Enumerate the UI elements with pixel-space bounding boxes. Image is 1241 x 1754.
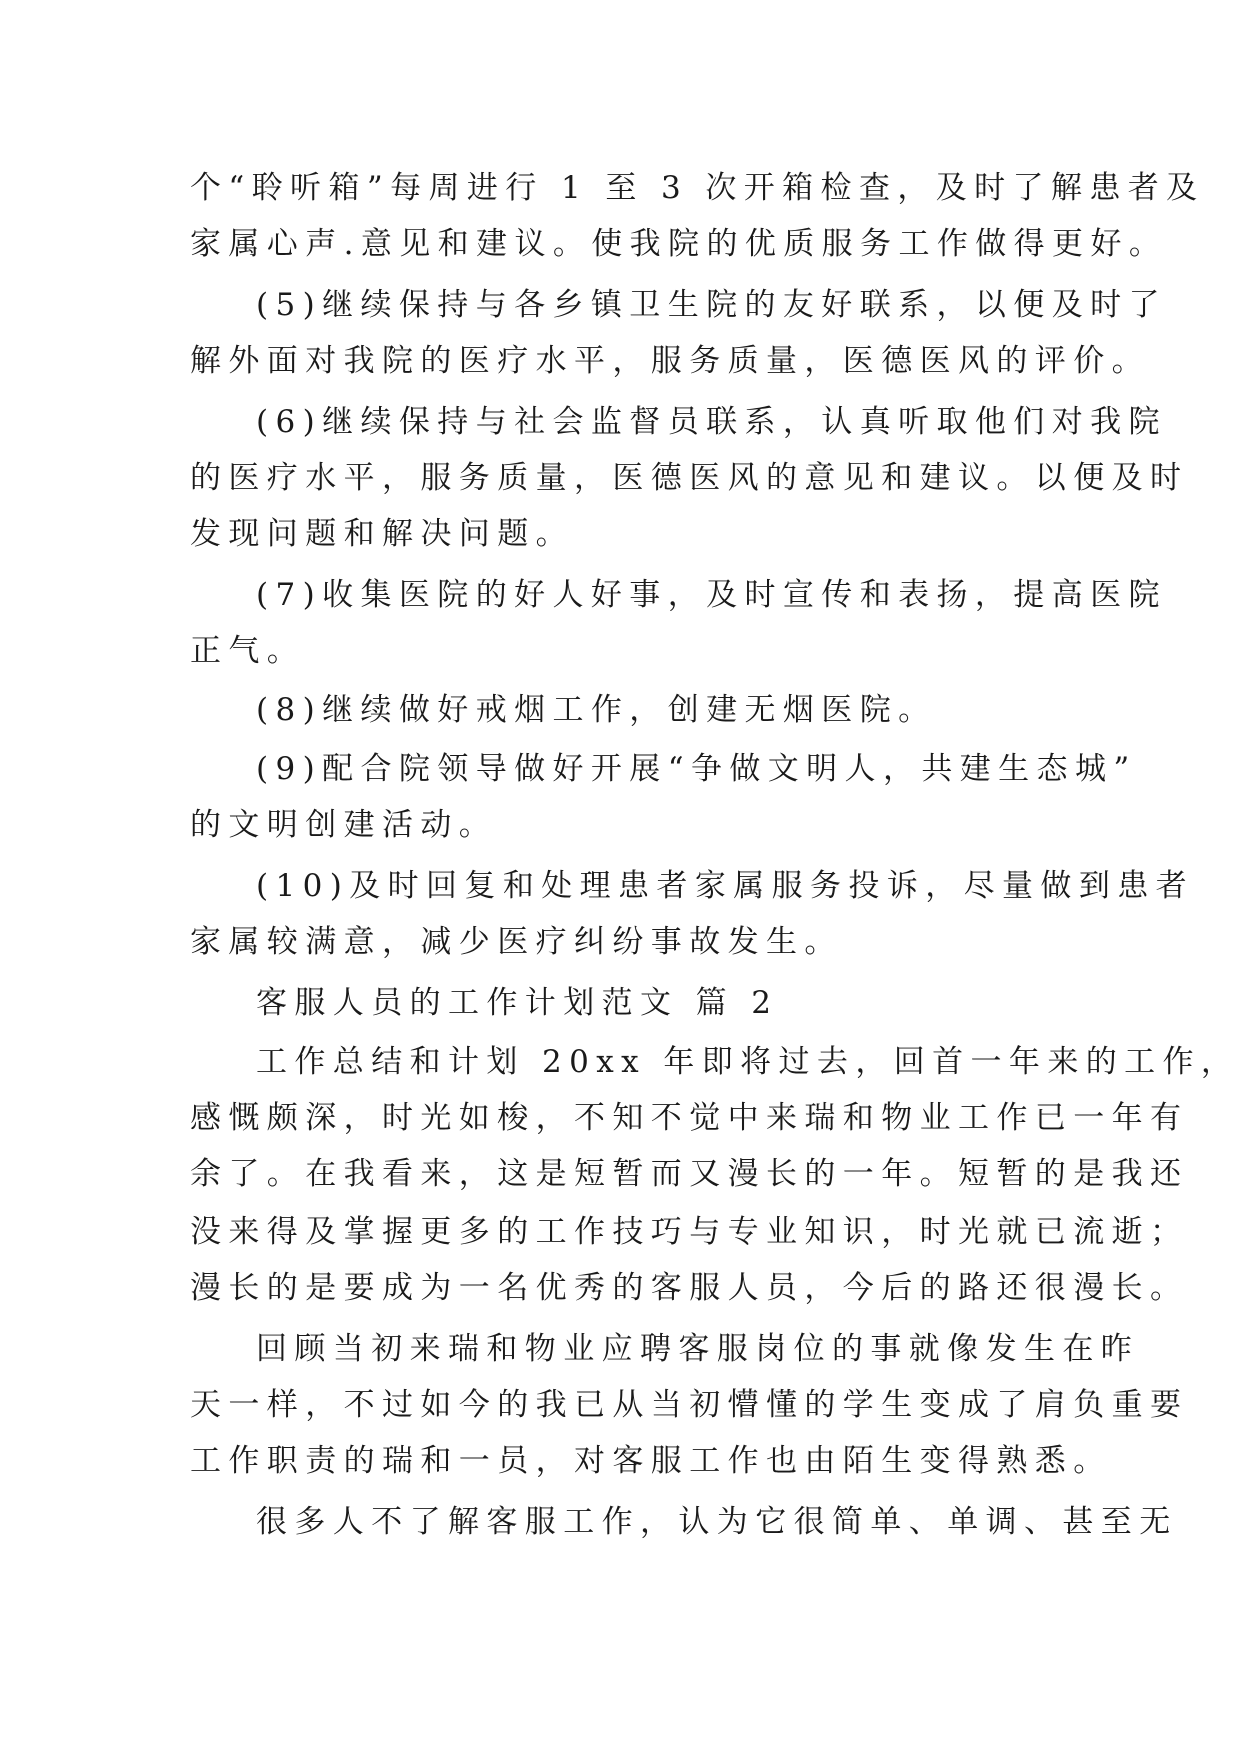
text-line-22: 天一样，不过如今的我已从当初懵懂的学生变成了肩负重要 (190, 1387, 1189, 1423)
text-line-10: (8)继续做好戒烟工作，创建无烟医院。 (256, 692, 937, 728)
text-line-12: 的文明创建活动。 (190, 807, 498, 843)
text-line-8: (7)收集医院的好人好事，及时宣传和表扬，提高医院 (256, 577, 1167, 613)
text-line-9: 正气。 (190, 633, 306, 669)
text-line-5: (6)继续保持与社会监督员联系，认真听取他们对我院 (256, 404, 1167, 440)
text-line-14: 家属较满意，减少医疗纠纷事故发生。 (190, 924, 843, 960)
text-line-18: 余了。在我看来，这是短暂而又漫长的一年。短暂的是我还 (190, 1156, 1189, 1192)
text-line-6: 的医疗水平，服务质量，医德医风的意见和建议。以便及时 (190, 460, 1189, 496)
text-line-17: 感慨颇深，时光如梭，不知不觉中来瑞和物业工作已一年有 (190, 1100, 1189, 1136)
text-line-1: 个“聆听箱”每周进行 1 至 3 次开箱检查，及时了解患者及 (190, 170, 1205, 206)
text-line-11: (9)配合院领导做好开展“争做文明人，共建生态城” (256, 751, 1137, 787)
text-line-24: 很多人不了解客服工作，认为它很简单、单调、甚至无 (256, 1504, 1178, 1540)
text-line-19: 没来得及掌握更多的工作技巧与专业知识，时光就已流逝； (190, 1214, 1189, 1250)
text-line-21: 回顾当初来瑞和物业应聘客服岗位的事就像发生在昨 (256, 1331, 1140, 1367)
text-line-3: (5)继续保持与各乡镇卫生院的友好联系，以便及时了 (256, 287, 1167, 323)
section-heading: 客服人员的工作计划范文 篇 2 (256, 985, 779, 1021)
text-line-23: 工作职责的瑞和一员，对客服工作也由陌生变得熟悉。 (190, 1443, 1112, 1479)
text-line-16: 工作总结和计划 20xx 年即将过去，回首一年来的工作， (256, 1044, 1240, 1080)
text-line-4: 解外面对我院的医疗水平，服务质量，医德医风的评价。 (190, 343, 1150, 379)
text-line-2: 家属心声.意见和建议。使我院的优质服务工作做得更好。 (190, 226, 1168, 262)
text-line-7: 发现问题和解决问题。 (190, 516, 574, 552)
text-line-20: 漫长的是要成为一名优秀的客服人员，今后的路还很漫长。 (190, 1270, 1189, 1306)
text-line-13: (10)及时回复和处理患者家属服务投诉，尽量做到患者 (256, 868, 1195, 904)
